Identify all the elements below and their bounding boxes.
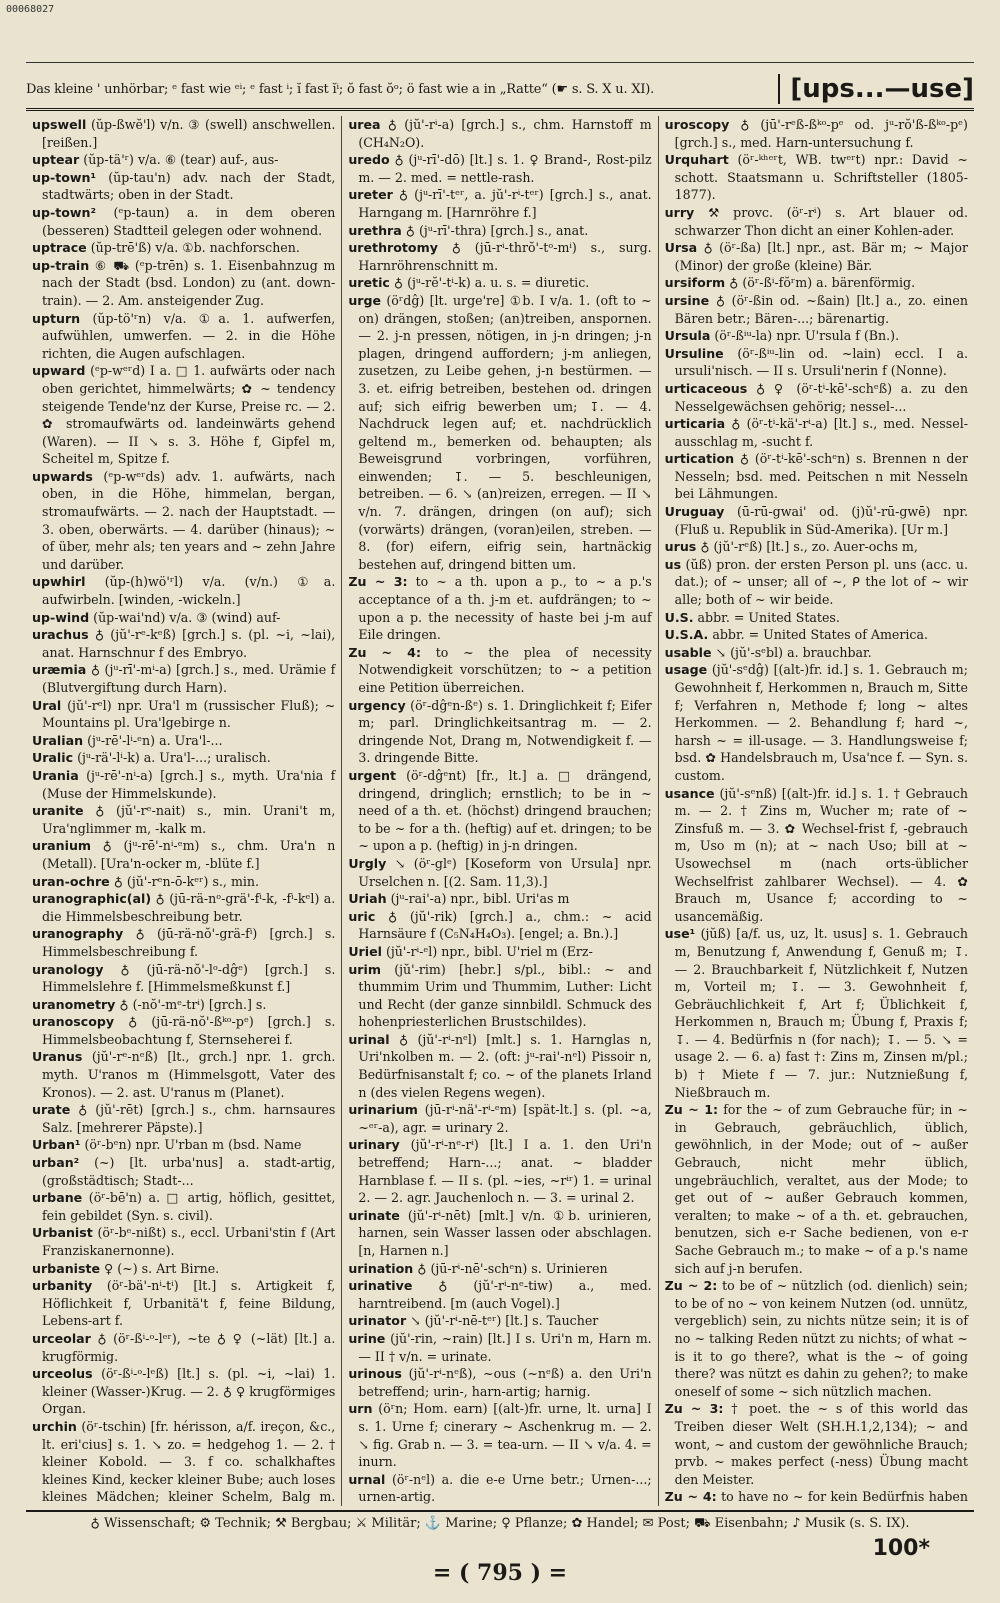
dictionary-entry [348,292,651,574]
headword: urinary [348,1137,400,1153]
headword: urticaceous [664,380,748,396]
definition: (öʳdĝ) [lt. urge're] ①b. I v/a. 1. (oft to ~ on) drängen, stoßen; (an)treiben, anspornen. — 2. j-n pressen, nötigen, in j-n dringen; j-n plagen, dringend auffordern; j-m anliegen, zusetzen, zu Leibe gehen, j-n bestürmen. — 3. et. eifrig betreiben, bestehen od. dringen auf; sich eifrig bewerben um; ↧. — 4. Nachdruck legen auf; et. nachdrücklich geltend m., bemerken od. behaupten; als Beweisgrund vorbringen, vorführen, einwenden; ↧. — 5. beschleunigen, betreiben. — 6. ↘ (an)reizen, erregen. — II ↘ v/n. 7. drängen, dringen (on auf); sich (vorwärts) drängen, (voran)eilen, streben. — 8. (for) eifern, eifrig sein, hartnäckig bestehen auf, dringend bitten um. [358,292,652,572]
dictionary-entry [32,802,335,837]
definition: ♁ (jū-rⁱ-thrŏ'-tᵒ-mⁱ) s., surg. Harnröhrenschnitt m. [358,240,652,273]
dictionary-entry [665,327,968,345]
headword: urry [664,204,695,220]
dictionary-entry [32,1101,335,1136]
headword: Uranus [32,1049,83,1065]
headword: urachus [32,627,89,643]
definition: ♀ (~) s. Art Birne. [104,1260,220,1276]
dictionary-entry [32,1013,335,1048]
definition: ♁ ♀ (öʳ-tⁱ-kē'-schᵉß) a. zu den Nesselgewächsen gehörig; nessel-... [674,380,968,414]
dictionary-entry [665,925,968,1101]
sheet-number: 100* [872,1536,930,1561]
headword: urethra [348,222,402,238]
dictionary-entry [32,925,335,960]
headword: Uriel [348,943,382,959]
dictionary-entry [348,890,651,908]
dictionary-entry [348,116,651,151]
definition: to have no ~ for kein Bedürfnis haben [721,1489,968,1505]
column-3 [658,116,974,1506]
dictionary-entry [32,732,335,750]
definition: (jŭ'-rⁱ-nēt) [mlt.] v/n. ①b. urinieren, harnen, sein Wasser lassen oder abschlagen. [n, Harnen n.] [358,1207,652,1258]
dictionary-entry [32,837,335,872]
dictionary-entry [32,1154,335,1189]
dictionary-entry [665,380,968,415]
definition: ⚒ provc. (öʳ-rⁱ) s. Art blauer od. schwarzer Thon dicht an einer Kohlen-ader. [674,204,968,238]
definition: (öʳn; Hom. earn) [(alt-)fr. urne, lt. urna] I s. 1. Urne f; cinerary ~ Aschenkrug m. — 2. ↘ fig. Grab n. — 3. = tea-urn. — II ↘ v/a. 4. = inurn. [358,1401,652,1470]
headword: urinate [348,1207,400,1223]
dictionary-entry [665,1277,968,1400]
dictionary-entry [348,222,651,240]
dictionary-entry [665,1400,968,1488]
headword: ursiform [664,275,726,291]
dictionary-entry [32,767,335,802]
headword: urinous [348,1366,402,1382]
symbol-legend: ♁ Wissenschaft; ⚙ Technik; ⚒ Bergbau; ⚔ Militär; ⚓ Marine; ♀ Pflanze; ✿ Handel; ✉ Post; ⛟ Eisenbahn; ♪ Musik (s. S. IX). [90,1516,910,1531]
dictionary-entry [348,1136,651,1206]
dictionary-entry [665,538,968,556]
headword: urim [348,961,381,977]
definition: (öʳ-ᵏʰᵉʳt, WB. twᵉʳt) npr.: David ~ schott. Staatsmann u. Schriftsteller (1805-1877). [674,152,968,203]
dictionary-entry [348,239,651,274]
dictionary-entry [348,961,651,1031]
definition: ⑥ ⛟ (ᵉp-trēn) s. 1. Eisenbahnzug m nach der Stadt (bsd. London) zu (ant. down-train). — 2. Am. ansteigender Zug. [42,257,336,308]
dictionary-entry [348,908,651,943]
headword: urchin [32,1418,77,1434]
definition: ♁ (jŭ'-rᵉn-ō-kᵉʳ) s., min. [113,873,260,889]
definition: (jŭ'-sᵉnß) [(alt-)fr. id.] s. 1. † Gebrauch m. — 2. † Zins m, Wucher m; rate of ~ Zinsfuß m. — 3. ✿ Wechsel-frist f, -gebrauch m, Uso m (n); at ~ nach Uso; bill at ~ Usowechsel m (nach orts-üblicher Wechselfrist zahlbarer Wechsel). — 4. ✿ Brauch m, Usance f; according to ~ usancemäßig. [674,785,968,924]
dictionary-entry [348,274,651,292]
dictionary-entry [32,1136,335,1154]
dictionary-entry [32,468,335,574]
headword: Ursa [664,240,698,256]
headword: Uralic [32,750,74,766]
definition: (ŭp-tö'ʳn) v/a. ①a. 1. aufwerfen, aufwühlen, umwerfen. — 2. in die Höhe richten, die Augen aufschlagen. [42,310,336,361]
headword: usage [664,662,708,678]
definition: ♁ (öʳ-tⁱ-kä'-rⁱ-a) [lt.] s., med. Nessel-ausschlag m, -sucht f. [674,416,968,449]
headword: urination [348,1260,414,1276]
headword: urinal [348,1031,390,1047]
headword: Urquhart [664,152,729,168]
headword: upturn [32,310,81,326]
headword: upwards [32,468,93,484]
definition: (öʳ-tschin) [fr. hérisson, a/f. ireçon, &c., lt. eri'cius] s. 1. ↘ zo. = hedgehog 1. — 2. † kleiner Kobold. — 3. f co. schalkhaftes kleines Kind, kecker kleiner Bube; auch loses kleines Mädchen; kleiner Schelm, Balg m. [42,1418,336,1505]
definition: (öʳ-bē'n) a. □ artig, höflich, gesittet, fein gebildet (Syn. s. civil). [42,1190,336,1223]
headword: Ursula [664,328,711,344]
definition: (ū-rū-gwai' od. (j)ŭ'-rū-gwē) npr. (Fluß u. Republik in Süd-Amerika). [Ur m.] [674,504,968,537]
definition: (öʳ-ßⁱᵘ-la) npr. U'rsula f (Bn.). [714,328,900,344]
dictionary-entry [32,1260,335,1278]
definition: ♁ (jū-rä-nŏ'-ßᵏᵒ-pᵉ) [grch.] s. Himmelsbeobachtung f, Sternseherei f. [42,1014,336,1047]
definition: (jŭ'-rᵉl) npr. Ura'l m (russischer Fluß); ~ Mountains pl. Ura'lgebirge n. [42,697,336,731]
dictionary-entry [348,855,651,890]
headword: urtication [664,451,735,467]
definition: ♁ (jᵘ-rē'-nⁱ-ᵉm) s., chm. Ura'n n (Metall). [Ura'n-ocker m, -blüte f.] [42,838,336,871]
headword: Zu ~ 2: [664,1278,718,1294]
headword: uptrace [32,240,87,256]
headword: urbaniste [32,1260,101,1276]
headword: uranographic(al) [32,891,152,907]
headword: upward [32,363,86,379]
headword: urceolus [32,1366,93,1382]
headword: upswell [32,117,87,132]
dictionary-entry [665,239,968,274]
headword: Zu ~ 4: [664,1489,717,1505]
headword: urgency [348,697,406,713]
dictionary-entry [32,661,335,696]
definition: ♁ (jŭ'-rⁱ-nᵉl) [mlt.] s. 1. Harnglas n, Uri'nkolben m. — 2. (oft: jᵘ-rai'-nᵉl) Pissoir n, Bedürfnisanstalt f; co. ~ of the planets Irland n (des vielen Regens wegen). [358,1031,652,1100]
definition: (ᵉp-wᵉʳds) adv. 1. aufwärts, nach oben, in die Höhe, himmelan, bergan, stromaufwärts. — 2. nach der Hauptstadt. — 3. oben, oberwärts. — 4. darüber (hinaus); ~ of über, mehr als; ten years and ~ zehn Jahre und darüber. [42,468,336,572]
headword: up-train [32,257,90,273]
definition: ♁ (jŭ'-rⁱ-nᵉ-tiw) a., med. harntreibend. [m (auch Vogel).] [358,1278,652,1311]
headword: Zu ~ 3: [664,1401,724,1417]
definition: ♁ (jū-rä-nŏ'-lᵒ-dĝᵉ) [grch.] s. Himmelslehre f. [Himmelsmeßkunst f.] [42,961,336,995]
dictionary-entry [32,1189,335,1224]
dictionary-entry [32,1277,335,1330]
definition: (ŭp-(h)wö'ʳl) v/a. (v/n.) ①a. aufwirbeln. [winden, -wickeln.] [42,574,336,608]
headword: urus [664,539,697,555]
dictionary-entry [32,239,335,257]
definition: ↘ (jŭ'-sᵉbl) a. brauchbar. [715,644,872,660]
headword: Urbanist [32,1225,93,1241]
definition: (ᵉp-wᵉʳd) I a. □ 1. aufwärts oder nach oben gerichtet, himmelwärts; ✿ ~ tendency steigende Tende'nz der Kurse, Preise rc. — 2. ✿ stromaufwärts od. landeinwärts gehend (Waren). — II ↘ s. 3. Höhe f, Gipfel m, Scheitel m, Spitze f. [42,363,336,467]
dictionary-entry [665,785,968,926]
dictionary-entry [665,644,968,662]
dictionary-entry [32,169,335,204]
definition: (jᵘ-rē'-nⁱ-a) [grch.] s., myth. Ura'nia f (Muse der Himmelskunde). [42,767,336,801]
headword: uranometry [32,996,116,1012]
dictionary-entry [32,257,335,310]
definition: ♁ (jū'-rᵉß-ßᵏᵒ-pᵉ od. jᵘ-rŏ'ß-ßᵏᵒ-pᵉ) [grch.] s., med. Harn-untersuchung f. [674,117,968,150]
dictionary-entry [665,151,968,204]
definition: (öʳ-dĝᵉn-ßᵉ) s. 1. Dringlichkeit f; Eifer m; parl. Dringlichkeitsantrag m. — 2. dringende Not, Drang m, Notwendigkeit f. — 3. dringende Bitte. [358,697,652,766]
headword: Uruguay [664,504,725,520]
headword: Urgly [348,855,387,871]
definition: (ŭp-tä'ʳ) v/a. ⑥ (tear) auf-, aus- [83,152,279,168]
definition: (~) [lt. urba'nus] a. stadt-artig, (großstädtisch; Stadt-... [42,1155,336,1188]
dictionary-entry [348,1471,651,1506]
definition: (öʳ-ßⁱ-ᵒ-lᵉß) [lt.] s. (pl. ~i, ~lai) 1. kleiner (Wasser-)Krug. — 2. ♁ ♀ krugförmiges Organ. [42,1366,336,1417]
dictionary-entry [348,573,651,643]
dictionary-entry [348,1260,651,1278]
headword: urge [348,292,382,308]
definition: ♁ (öʳ-ßⁱ-fŏʳm) a. bärenförmig. [729,275,916,291]
definition: (ᵉp-taun) a. in dem oberen (besseren) Stadtteil gelegen oder wohnend. [42,204,336,238]
definition: abbr. = United States of America. [712,627,928,643]
dictionary-entry [348,1400,651,1470]
definition: ↘ (jŭ'-rⁱ-nē-tᵉʳ) [lt.] s. Taucher [410,1313,599,1329]
definition: (jŭ'-rᵉ-nᵉß) [lt., grch.] npr. 1. grch. myth. U'ranos m (Himmelsgott, Vater des Kronos). — 2. ast. U'ranus m (Planet). [42,1049,336,1100]
headword: ursine [664,292,710,308]
dictionary-entry [665,116,968,151]
definition: † poet. the ~ s of this world das Treiben dieser Welt (SH.H.1,2,134); ~ and wont, ~ and custom der gewöhnliche Brauch; prvb. ~ makes perfect (-ness) Übung macht den Meister. [674,1401,968,1487]
headword: Zu ~ 3: [348,574,408,590]
dictionary-entry [348,943,651,961]
headword: us [664,556,682,572]
headword: urn [348,1401,373,1417]
dictionary-entry [32,1224,335,1259]
dictionary-entry [32,626,335,661]
headword: uredo [348,152,390,168]
headword: ureter [348,187,393,203]
definition: ♁ (jū-rä-nŏ'-grä-fⁱ) [grch.] s. Himmelsbeschreibung f. [42,926,336,959]
definition: (jŭ'-rⁱ-ᵉl) npr., bibl. U'riel m (Erz- [385,943,593,959]
definition: to ~ a th. upon a p., to ~ a p.'s acceptance of a th. j-m et. aufdrängen; to ~ upon a p. the necessity of haste bei j-m auf Eile dringen. [358,574,652,643]
definition: (jᵘ-rē'-lⁱ-ᵉn) a. Ura'l-... [87,732,223,748]
headword: up-wind [32,609,90,625]
headword: Ural [32,697,62,713]
dictionary-entry [348,767,651,855]
dictionary-entry [32,609,335,627]
definition: ♁ (jū-rä-nᵒ-grä'-fⁱ-k, -fⁱ-kᵉl) a. die Himmelsbeschreibung betr. [42,891,336,924]
dictionary-entry [348,1330,651,1365]
headword: Zu ~ 4: [348,644,421,660]
definition: (jŭ'-rⁱ-nᵉß), ~ous (~nᵉß) a. den Uri'n betreffend; urin-, harn-artig; harnig. [358,1366,652,1399]
headword: Uriah [348,891,387,907]
headword: uptear [32,152,80,168]
headword: uræmia [32,662,87,678]
dictionary-entry [665,274,968,292]
entry-range: [ups...—use] [778,74,974,104]
definition: abbr. = United States. [697,609,840,625]
dictionary-entry [348,1277,651,1312]
document-id: 00068027 [6,4,55,15]
headword: uran-ochre [32,873,110,889]
dictionary-entry [665,292,968,327]
definition: to be of ~ nützlich (od. dienlich) sein; to be of no ~ von keinem Nutzen (od. unnütz, vergeblich) sein, zu nichts nütze sein; it is of no ~ talking Reden nützt zu nichts; of what ~ is it to go there?, what is the ~ of going there? was nützt es dahin zu gehen?; to make oneself of some ~ sich nützlich machen. [674,1278,968,1399]
definition: ♁ (-nŏ'-mᵉ-trⁱ) [grch.] s. [119,996,267,1012]
dictionary-columns [26,116,974,1506]
headword: urinator [348,1313,407,1329]
dictionary-entry [348,1207,651,1260]
definition: (jū-rⁱ-nä'-rⁱ-ᵉm) [spät-lt.] s. (pl. ~a, ~ᵉʳ-a), agr. = urinary 2. [358,1102,652,1135]
dictionary-entry [665,204,968,239]
dictionary-entry [32,1418,335,1506]
header-rule [26,108,974,111]
headword: use¹ [664,926,696,942]
definition: ♁ (jᵘ-rī'-dō) [lt.] s. 1. ♀ Brand-, Rost-pilz m. — 2. med. = nettle-rash. [358,152,652,185]
headword: urgent [348,767,397,783]
headword: urate [32,1102,71,1118]
headword: uranology [32,961,104,977]
definition: (jŭ'-sᵉdĝ) [(alt-)fr. id.] s. 1. Gebrauch m; Gewohnheit f, Herkommen n, Brauch m, Sitte f; Verfahren n, Methode f; long ~ altes Herkommen. — 2. Behandlung f; hard ~, harsh ~ = ill-usage. — 3. Handlungsweise f; bsd. ✿ Handelsbrauch m, Usa'nce f. — Syn. s. custom. [674,662,968,783]
dictionary-entry [32,749,335,767]
dictionary-entry [32,1365,335,1418]
dictionary-entry [32,1048,335,1101]
headword: urea [348,117,381,132]
page-header [26,72,974,106]
dictionary-entry [32,961,335,996]
definition: (ŭp-wai'nd) v/a. ③ (wind) auf- [93,609,281,625]
definition: (jŭß) [a/f. us, uz, lt. usus] s. 1. Gebrauch m, Benutzung f, Anwendung f, Genuß m; ↧. — 2. Brauchbarkeit f, Nützlichkeit f, Nutzen m, Vorteil m; ↧. — 3. Gewohnheit f, Gebräuchlichkeit f, Art f; Üblichkeit f, Herkommen n, Brauch m; Übung f, Praxis f; ↧. — 4. Bedürfnis n (for nach); ↧. — 5. ↘ = usage 2. — 6. a) fast †: Zins m, Zinsen m/pl.; b) † Miete f — 7. jur.: Nutznießung f, Nießbrauch m. [674,926,968,1100]
definition: ♁ (jŭ'-rᵉ-kᵉß) [grch.] s. (pl. ~i, ~lai), anat. Harnschnur f des Embryo. [42,627,336,660]
headword: Urban¹ [32,1137,81,1153]
definition: (jŭ'-rim) [hebr.] s/pl., bibl.: ~ and thummim Urim und Thummim, Luther: Licht und Recht (der ganze sinnbildl. Schmuck des hohenpriesterlichen Brustschildes). [358,961,652,1030]
footer-rule [26,1510,974,1512]
definition: (jŭ'-rin, ~rain) [lt.] I s. Uri'n m, Harn m. — II † v/n. = urinate. [358,1330,652,1364]
headword: uric [348,908,376,924]
definition: to ~ the plea of necessity Notwendigkeit vorschützen; to ~ a petition eine Petition überreichen. [358,644,652,695]
dictionary-entry [32,890,335,925]
definition: ♁ (jū-rⁱ-nē'-schᵉn) s. Urinieren [417,1260,608,1276]
dictionary-entry [348,186,651,221]
dictionary-entry [665,661,968,784]
dictionary-entry [348,697,651,767]
headword: usable [664,644,712,660]
definition: (ŭp-ßwĕ'l) v/n. ③ (swell) anschwellen. [reißen.] [42,117,336,150]
definition: (öʳ-bᵉn) npr. U'rban m (bsd. Name [84,1137,302,1153]
pronunciation-legend: Das kleine ' unhörbar; ᵉ fast wie ᵉⁱ; ᵉ fast ⁱ; ĭ fast ĭⁱ; ŏ fast ŏᵒ; ö fast wie a in „Ratte“ (☛ s. S. X u. XI). [26,81,655,97]
definition: ♁ (öʳ-ßa) [lt.] npr., ast. Bär m; ~ Major (Minor) der große (kleine) Bär. [674,240,968,273]
column-1 [26,116,341,1506]
headword: upwhirl [32,574,86,590]
dictionary-entry [32,116,335,151]
definition: ♁ (jŭ'-rⁱ-a) [grch.] s., chm. Harnstoff m (CH₄N₂O). [358,117,652,150]
dictionary-entry [32,204,335,239]
definition: ♁ (jŭ'-rēt) [grch.] s., chm. harnsaures Salz. [mehrerer Päpste).] [42,1102,336,1135]
dictionary-entry [665,415,968,450]
definition: (öʳ-nᵉl) a. die e-e Urne betr.; Urnen-...; urnen-artig. [358,1471,652,1505]
definition: ♁ (öʳ-ßⁱ-ᵒ-lᵉʳ), ~te ♁ ♀ (~lät) [lt.] a. krugförmig. [42,1330,336,1364]
headword: urban² [32,1155,80,1171]
definition: (ŭß) pron. der ersten Person pl. uns (acc. u. dat.); of ~ unser; all of ~, ᑭ the lot of ~ wir alle; both of ~ wir beide. [674,556,968,608]
headword: uretic [348,275,390,291]
headword: uranography [32,926,124,942]
dictionary-entry [32,310,335,363]
headword: Urania [32,767,79,783]
dictionary-entry [665,345,968,380]
headword: usance [664,785,715,801]
definition: ↘ (öʳ-glᵉ) [Koseform von Ursula] npr. Urselchen n. [(2. Sam. 11,3).] [358,855,652,889]
headword: urethrotomy [348,240,438,256]
headword: up-town¹ [32,169,96,185]
dictionary-entry [32,573,335,608]
definition: ♁ (jŭ'-rᵉ-nait) s., min. Urani't m, Ura'nglimmer m, -kalk m. [42,803,336,836]
dictionary-entry [665,609,968,627]
definition: (öʳ-ßⁱᵘ-lin od. ~lain) eccl. I a. ursuli'nisch. — II s. Ursuli'nerin f (Nonne). [674,345,968,379]
dictionary-entry [665,450,968,503]
definition: ♁ (öʳ-tⁱ-kē'-schᵉn) s. Brennen n der Nesseln; bsd. med. Peitschen n mit Nesseln bei Lähmungen. [674,451,968,502]
headword: urceolar [32,1330,91,1346]
definition: (öʳ-dĝᵉnt) [fr., lt.] a. □ drängend, dringend, dringlich; ernstlich; to be in ~ need of a th. et. (höchst) dringend brauchen; to be ~ for a th. (heftig) auf et. dringen; to be ~ upon a p. (heftig) in j-n dringen. [358,767,652,854]
headword: Uralian [32,732,84,748]
definition: (jᵘ-rai'-a) npr., bibl. Uri'as m [390,891,570,907]
dictionary-entry [665,556,968,609]
definition: (öʳ-bᵉ-nißt) s., eccl. Urbani'stin f (Art Franziskanernonne). [42,1225,336,1258]
headword: uranium [32,838,92,854]
dictionary-entry [348,1101,651,1136]
headword: urine [348,1330,386,1346]
dictionary-entry [32,1330,335,1365]
headword: Zu ~ 1: [664,1102,719,1118]
headword: U.S.A. [664,627,709,643]
headword: urbane [32,1190,83,1206]
definition: ♁ (jᵘ-rī'-mⁱ-a) [grch.] s., med. Urämie f (Blutvergiftung durch Harn). [42,662,336,695]
dictionary-entry [348,1031,651,1101]
headword: uranoscopy [32,1014,115,1030]
dictionary-entry [32,873,335,891]
dictionary-entry [665,503,968,538]
definition: ♁ (öʳ-ßin od. ~ßain) [lt.] a., zo. einen Bären betr.; Bären-...; bärenartig. [674,292,968,326]
headword: up-town² [32,204,96,220]
definition: (ŭp-tau'n) adv. nach der Stadt, stadtwärts; oben in der Stadt. [42,169,336,203]
dictionary-entry [348,1365,651,1400]
dictionary-entry [32,697,335,732]
definition: (ŭp-trē'ß) v/a. ①b. nachforschen. [90,240,300,256]
definition: ♁ (jŭ'-rᵉß) [lt.] s., zo. Auer-ochs m, [700,539,918,555]
definition: ♁ (jᵘ-rī'-tᵉʳ, a. jŭ'-rⁱ-tᵉʳ) [grch.] s., anat. Harngang m. [Harnröhre f.] [358,187,652,220]
dictionary-entry [665,1488,968,1506]
headword: U.S. [664,609,694,625]
headword: urticaria [664,416,726,432]
headword: Ursuline [664,345,724,361]
dictionary-entry [32,996,335,1014]
header-top-rule [26,62,974,63]
headword: urbanity [32,1278,93,1294]
dictionary-entry [665,626,968,644]
column-2 [341,116,657,1506]
definition: ♁ (jᵘ-rĕ'-tⁱ-k) a. u. s. = diuretic. [393,275,590,291]
dictionary-entry [32,362,335,468]
definition: (jŭ'-rⁱ-nᵉ-rⁱ) [lt.] I a. 1. den Uri'n betreffend; Harn-...; anat. ~ bladder Harnblase f. — II s. (pl. ~ies, ~rⁱʳ) 1. = urinal 2. — 2. agr. Jauchenloch n. — 3. = urinal 2. [358,1137,652,1206]
dictionary-entry [348,1312,651,1330]
dictionary-entry [348,644,651,697]
headword: urnal [348,1471,386,1487]
headword: urinarium [348,1102,418,1118]
dictionary-entry [348,151,651,186]
dictionary-entry [32,151,335,169]
headword: urinative [348,1278,413,1294]
definition: ♁ (jᵘ-rī'-thra) [grch.] s., anat. [405,222,589,238]
headword: uranite [32,803,84,819]
definition: ♁ (jŭ'-rik) [grch.] a., chm.: ~ acid Harnsäure f (C₅N₄H₄O₃). [engel; a. Bn.).] [358,908,652,942]
dictionary-entry [665,1101,968,1277]
definition: (öʳ-bä'-nⁱ-tⁱ) [lt.] s. Artigkeit f, Höflichkeit f, Urbanitä't f, feine Bildung, Lebens-art f. [42,1278,336,1329]
page-number: = ( 795 ) = [432,1560,568,1586]
definition: (jᵘ-rä'-lⁱ-k) a. Ura'l-...; uralisch. [77,750,271,766]
definition: for the ~ of zum Gebrauche für; in ~ in Gebrauch, gebräuchlich, üblich, gewöhnlich, in der Mode; out of ~ außer Gebrauch, nicht mehr üblich, ungebräuchlich, veraltet, aus der Mode; to get out of ~ außer Gebrauch kommen, veralten; to make ~ of a th. et. gebrauchen, benutzen, sich e-r Sache bedienen, von e-r Sache Gebrauch m.; to make ~ of a p.'s name sich auf j-n berufen. [674,1102,968,1276]
headword: uroscopy [664,117,730,132]
